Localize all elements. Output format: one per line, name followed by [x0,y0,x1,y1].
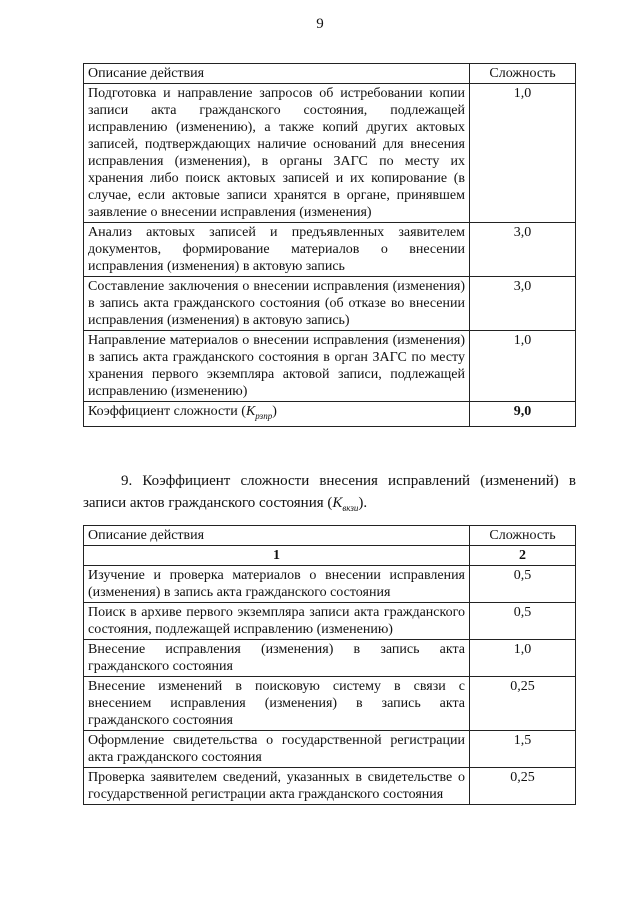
header-complexity: Сложность [470,526,576,546]
table-row [84,677,576,731]
table-row [84,223,576,277]
section-paragraph: 9. Коэффициент сложности внесения исправлений (изменений) в записи актов гражданского состояния $(K_{вкзи})$. [83,473,576,513]
row-value: 1,0 [470,84,576,223]
table-header-row [84,64,576,84]
row-value: 0,25 [470,768,576,805]
table-numbering-row [84,546,576,566]
complexity-table-2 [83,525,576,805]
row-value: 1,0 [470,331,576,402]
row-description: Подготовка и направление запросов об истребовании копии записи акта гражданского состояния, подлежащей исправлению (изменению), а также копий других актовых записей, подтверждающих наличие оснований для внесения исправления (изменения), в органы ЗАГС по месту их хранения либо поиск актовых записей и их копирование (в случае, если актовые записи хранятся в органе, принявшем заявление о внесении исправления (изменения) [84,84,470,223]
row-description: Оформление свидетельства о государственной регистрации акта гражданского состояния [84,731,470,768]
row-description: Составление заключения о внесении исправления (изменения) в запись акта гражданского состояния (об отказе во внесении исправления (изменения) в актовую запись) [84,277,470,331]
complexity-table-1 [83,63,576,427]
table-row [84,277,576,331]
table-row [84,768,576,805]
total-row [84,402,576,427]
table-header-row [84,526,576,546]
row-value: 0,25 [470,677,576,731]
row-value: 3,0 [470,223,576,277]
table-row [84,331,576,402]
row-value: 1,5 [470,731,576,768]
header-complexity: Сложность [470,64,576,84]
table-row [84,84,576,223]
row-value: 3,0 [470,277,576,331]
column-number-2: 2 [470,546,576,566]
row-description: Направление материалов о внесении исправления (изменения) в запись акта гражданского состояния в орган ЗАГС по месту хранения первого экземпляра актовой записи, подлежащей исправлению (изменению) [84,331,470,402]
table-row [84,731,576,768]
table-row [84,640,576,677]
row-value: 0,5 [470,603,576,640]
column-number-1: 1 [84,546,470,566]
total-value: 9,0 [470,402,576,427]
row-value: 0,5 [470,566,576,603]
row-description: Проверка заявителем сведений, указанных в свидетельстве о государственной регистрации акта гражданского состояния [84,768,470,805]
row-value: 1,0 [470,640,576,677]
row-description: Поиск в архиве первого экземпляра записи акта гражданского состояния, подлежащей исправлению (изменению) [84,603,470,640]
table-row [84,566,576,603]
page-number: 9 [316,16,324,32]
row-description: Изучение и проверка материалов о внесении исправления (изменения) в запись акта гражданского состояния [84,566,470,603]
total-label: Коэффициент сложности $(K_{рзпр})$ [84,402,470,427]
header-description: Описание действия [84,64,470,84]
table-row [84,603,576,640]
row-description: Внесение исправления (изменения) в запись акта гражданского состояния [84,640,470,677]
row-description: Внесение изменений в поисковую систему в связи с внесением исправления (изменения) в запись акта гражданского состояния [84,677,470,731]
header-description: Описание действия [84,526,470,546]
row-description: Анализ актовых записей и предъявленных заявителем документов, формирование материалов о внесении исправления (изменения) в актовую запись [84,223,470,277]
